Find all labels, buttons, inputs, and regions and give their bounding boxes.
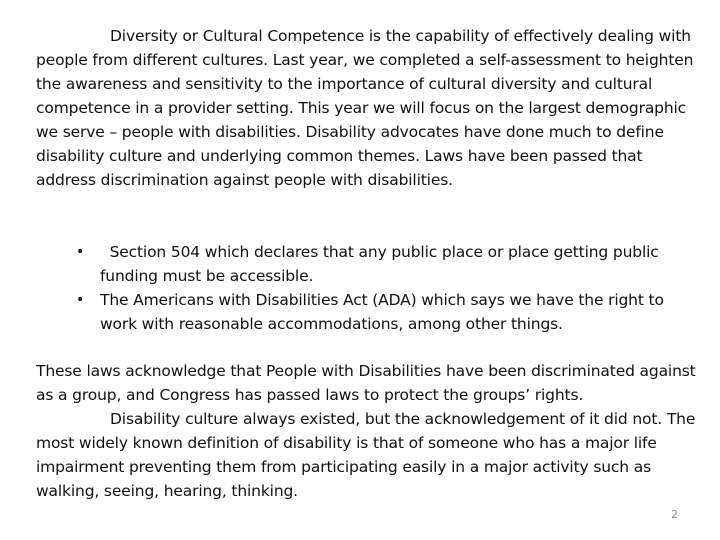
bullet-icon: • — [76, 292, 85, 308]
bullet-item-ada — [74, 288, 694, 336]
bullet-text: Section 504 which declares that any public place or place getting public funding must be accessible. — [100, 243, 664, 285]
bullet-text: The Americans with Disabilities Act (ADA) which says we have the right to work with reasonable accommodations, among other things. — [100, 291, 664, 333]
laws-paragraph-part2: Disability culture always existed, but the acknowledgement of it did not. The most widely known definition of disability is that of someone who has a major life impairment preventing them from participating easily in a major activity such as walking, seeing, hearing, thinking. — [36, 410, 696, 500]
laws-paragraph-part1: These laws acknowledge that People with Disabilities have been discriminated against as a group, and Congress has passed laws to protect the groups’ rights. — [36, 362, 696, 404]
page-number: 2 — [671, 508, 678, 521]
laws-bullet-list — [74, 240, 694, 336]
bullet-item-section-504 — [74, 240, 694, 288]
laws-paragraph — [36, 359, 696, 503]
intro-paragraph: Diversity or Cultural Competence is the capability of effectively dealing with people from different cultures. Last year, we completed a self-assessment to heighten the awareness and sensitivity to the importance of cultural diversity and cultural competence in a provider setting. This year we will focus on the largest demographic we serve – people with disabilities. Disability advocates have done much to define disability culture and underlying common themes. Laws have been passed that address discrimination against people with disabilities. — [36, 27, 694, 189]
bullet-icon: • — [76, 244, 85, 260]
